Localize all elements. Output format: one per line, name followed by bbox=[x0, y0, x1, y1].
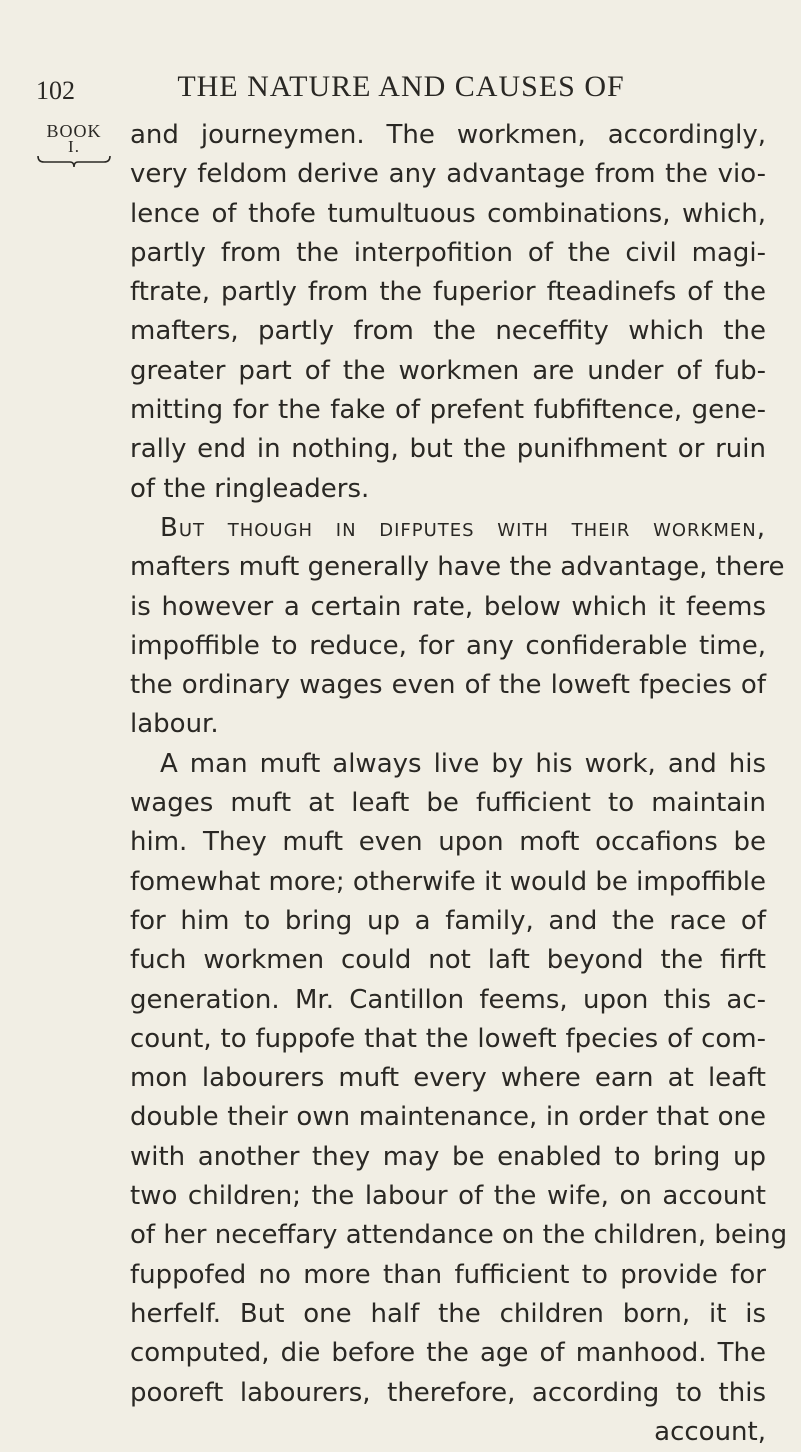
book-label: BOOK bbox=[46, 121, 102, 141]
text-line: rally end in nothing, but the punifhment or ruin bbox=[130, 434, 766, 465]
text-line: double their own maintenance, in order that one bbox=[130, 1102, 766, 1133]
text-line: wages muft at leaft be fufficient to maintain bbox=[130, 788, 766, 819]
volume-number: I. bbox=[68, 137, 80, 156]
text-line: of her neceffary attendance on the children, being bbox=[130, 1220, 788, 1251]
book-marker bbox=[34, 122, 114, 168]
text-line: generation. Mr. Cantillon feems, upon this ac- bbox=[130, 984, 766, 1015]
text-line: pooreft labourers, therefore, according to this bbox=[130, 1377, 766, 1408]
text-line: mitting for the fake of prefent fubfiftence, gene- bbox=[130, 395, 766, 426]
running-title: THE NATURE AND CAUSES OF bbox=[177, 70, 625, 103]
text-line: the ordinary wages even of the loweft fpecies of bbox=[130, 670, 766, 701]
body-text bbox=[130, 116, 788, 1452]
text-line: very feldom derive any advantage from the vio- bbox=[130, 159, 766, 190]
paragraph-start-line: But though in difputes with their workmen, bbox=[160, 512, 766, 543]
text-line: impoffible to reduce, for any confiderable time, bbox=[130, 630, 766, 661]
text-line: partly from the interpofition of the civil magi- bbox=[130, 237, 766, 268]
text-line: ftrate, partly from the fuperior fteadinefs of the bbox=[130, 277, 766, 308]
text-line: mafters, partly from the neceffity which the bbox=[130, 316, 766, 347]
brace-icon bbox=[34, 154, 114, 168]
text-line: for him to bring up a family, and the race of bbox=[130, 905, 766, 936]
text-line: count, to fuppofe that the loweft fpecies of com- bbox=[130, 1023, 766, 1054]
page-header bbox=[36, 70, 766, 110]
text-line: and journeymen. The workmen, accordingly, bbox=[130, 120, 766, 150]
page-number: 102 bbox=[36, 76, 75, 105]
text-line: mon labourers muft every where earn at leaft bbox=[130, 1063, 766, 1094]
text-line: with another they may be enabled to bring up bbox=[130, 1141, 766, 1172]
text-line: labour. bbox=[130, 709, 219, 740]
catchword: account, bbox=[654, 1416, 766, 1447]
text-line: of the ringleaders. bbox=[130, 473, 370, 504]
text-line: is however a certain rate, below which it feems bbox=[130, 591, 766, 622]
text-line: mafters muft generally have the advantage, there bbox=[130, 552, 785, 583]
text-line: fuch workmen could not laft beyond the firft bbox=[130, 945, 766, 976]
text-line: herfelf. But one half the children born, it is bbox=[130, 1298, 766, 1329]
text-line: lence of thofe tumultuous combinations, which, bbox=[130, 198, 766, 229]
text-line: fomewhat more; otherwife it would be impoffible bbox=[130, 866, 766, 897]
text-line: him. They muft even upon moft occafions be bbox=[130, 827, 766, 858]
paragraph-start-line: A man muft always live by his work, and his bbox=[160, 748, 766, 779]
text-line: computed, die before the age of manhood. The bbox=[130, 1338, 766, 1369]
text-line: fuppofed no more than fufficient to provide for bbox=[130, 1259, 766, 1290]
text-line: two children; the labour of the wife, on account bbox=[130, 1181, 766, 1212]
text-line: greater part of the workmen are under of fub- bbox=[130, 355, 766, 386]
